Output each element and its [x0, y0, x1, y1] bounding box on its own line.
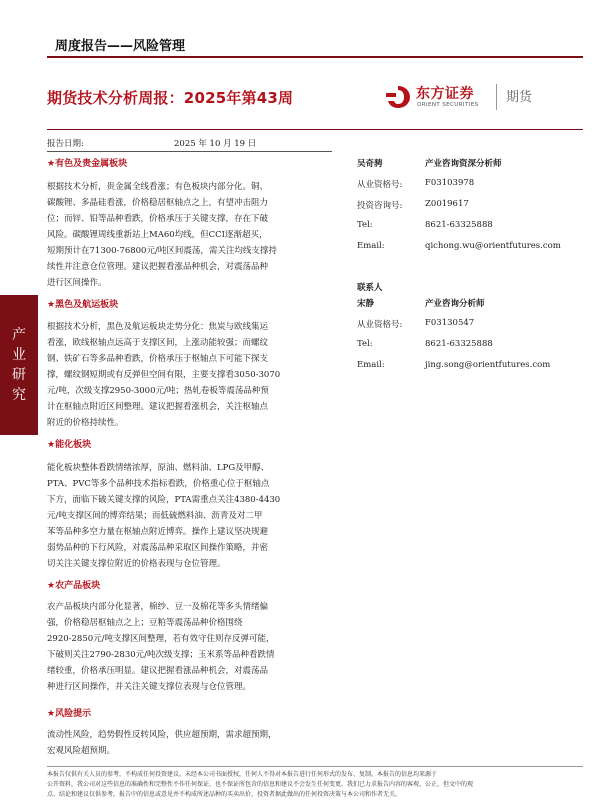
contact-role: 产业咨询分析师 [425, 299, 485, 309]
disclaimer [47, 770, 587, 800]
section-heading-risk: ★风险提示 [47, 709, 92, 719]
analyst-role: 产业咨询资深分析师 [425, 159, 502, 169]
body-line: 续性并注意仓位管理。建议把握看涨品种机会，对震荡品种 [47, 262, 269, 272]
body-line: 进行区间操作。 [47, 278, 107, 288]
field-key: 从业资格号: [357, 320, 403, 330]
body-line: 宏观风险超预期。 [47, 746, 116, 756]
field-key: Email: [357, 360, 385, 370]
report-title: 期货技术分析周报：2025年第43周 [47, 89, 294, 107]
company-logo [384, 80, 574, 114]
header-divider [47, 56, 583, 58]
body-line: 流动性风险，趋势假性反转风险，供应超预期，需求超预期， [47, 730, 277, 740]
analyst-card [357, 157, 577, 262]
analyst-field-row [357, 178, 577, 199]
title-divider [47, 129, 583, 130]
footer-divider [47, 766, 583, 767]
section-body-risk [47, 727, 327, 759]
logo-futures-text: 期货 [506, 90, 533, 105]
section-body-agriculture [47, 599, 327, 695]
section-body-nonferrous [47, 179, 327, 291]
analyst-email-link[interactable]: qichong.wu@orientfutures.com [425, 241, 561, 251]
side-banner-char: 业 [12, 346, 26, 363]
contact-field-row [357, 339, 577, 360]
body-line: PTA、PVC等多个品种技术指标看跌，价格重心位于枢轴点 [47, 479, 270, 489]
section-body-ferrous [47, 319, 327, 431]
field-value: Z0019617 [425, 199, 469, 209]
body-line: 根据技术分析，黑色及航运板块走势分化：焦炭与欧线集运 [47, 322, 269, 332]
report-type-header: 周度报告——风险管理 [55, 39, 186, 54]
field-key: Tel: [357, 220, 373, 230]
logo-divider [496, 84, 497, 110]
contact-name: 宋静 [357, 299, 375, 309]
disclaimer-line: 公开资料，我公司对这些信息的准确性和完整性不作任何保证，也不保证所包含的信息和建议不会发生任何变更。我们已力求报告内容的客观、公正，但文中的观 [47, 781, 474, 788]
body-line: 切关注关键支撑位附近的价格表现与仓位管理。 [47, 559, 226, 569]
side-banner [0, 295, 38, 435]
field-key: 从业资格号: [357, 180, 403, 190]
body-line: 风险。碳酸锂周线重新站上MA60均线，但CCI逐渐超买， [47, 230, 268, 240]
section-heading-energy-chemical: ★能化板块 [47, 440, 92, 450]
body-line: 计在枢轴点附近区间整理。建议把握看涨机会，关注枢轴点 [47, 402, 269, 412]
contact-card [357, 297, 577, 381]
body-line: 钢、铁矿石等多品种看跌，价格承压于枢轴点下可能下探支 [47, 354, 269, 364]
side-banner-char: 究 [12, 386, 26, 403]
contact-field-row [357, 360, 577, 381]
body-line: 下方，面临下破关键支撑的风险，PTA需重点关注4380-4430 [47, 495, 281, 505]
date-divider [47, 151, 332, 152]
field-value: F03130547 [425, 318, 475, 328]
body-line: 根据技术分析，贵金属全线看涨；有色板块内部分化。铜、 [47, 182, 269, 192]
analyst-field-row [357, 220, 577, 241]
field-value: F03103978 [425, 178, 475, 188]
disclaimer-line: 本报告仅供有关人员的参考，不构成任何投资建议。未经本公司书面授权，任何人不得对本报告进行任何形式的发布、复制。本报告的信息均来源于 [47, 771, 438, 778]
body-line: 短期预计在71300-76800元/吨区间震荡，需关注均线支撑持 [47, 246, 277, 256]
section-body-energy-chemical [47, 460, 327, 572]
contact-name-row [357, 297, 577, 318]
body-line: 看涨，欧线枢轴点远高于支撑区间，上涨动能较强；而螺纹 [47, 338, 269, 348]
body-line: 2920-2850元/吨支撑区间整理，若有效守住则存反弹可能， [47, 634, 275, 644]
contact-field-row [357, 318, 577, 339]
body-line: 下破则关注2790-2830元/吨次级支撑；玉米系等品种看跌情 [47, 650, 275, 660]
report-date-label: 报告日期: [47, 139, 84, 149]
contact-label: 联系人 [357, 283, 383, 293]
analyst-name: 吴奇骋 [357, 159, 383, 169]
body-line: 元/吨，次级支撑2950-3000元/吨；热轧卷板等震荡品种预 [47, 386, 269, 396]
body-line: 碳酸锂、多晶硅看涨，价格稳居枢轴点之上，有望冲击阻力 [47, 198, 269, 208]
orient-logo-icon [384, 84, 412, 110]
body-line: 位；而锌、铅等品种看跌，价格承压于关键支撑，存在下破 [47, 214, 269, 224]
field-key: 投资咨询号: [357, 201, 403, 211]
contact-email-link[interactable]: jing.song@orientfutures.com [425, 360, 551, 370]
field-key: Email: [357, 241, 385, 251]
body-line: 撑，螺纹钢短期或有反弹但空间有限，主要支撑看3050-3070 [47, 370, 281, 380]
body-line: 能化板块整体看跌情绪浓厚，原油、燃料油、LPG及甲醇、 [47, 463, 270, 473]
body-line: 绪较重，价格承压明显。建议把握看涨品种机会，对震荡品 [47, 666, 269, 676]
body-line: 苯等品种多空力量在枢轴点附近博弈。操作上建议坚决规避 [47, 527, 269, 537]
body-line: 弱势品种的下行风险，对震荡品种采取区间操作策略，并密 [47, 543, 269, 553]
field-value: 8621-63325888 [425, 339, 493, 349]
section-heading-agriculture: ★农产品板块 [47, 581, 101, 591]
analyst-field-row [357, 199, 577, 220]
disclaimer-line: 点、结论和建议仅供参考，报告中的信息或意见并不构成所述品种的买卖出价，投资者据此做出的任何投资决策与本公司和作者无关。 [47, 791, 402, 798]
analyst-name-row [357, 157, 577, 178]
section-heading-ferrous: ★黑色及航运板块 [47, 300, 119, 310]
body-line: 元/吨支撑区间的博弈结果；而低硫燃料油、沥青及对二甲 [47, 511, 263, 521]
body-line: 附近的价格持续性。 [47, 418, 124, 428]
body-line: 强，价格稳居枢轴点之上；豆粕等震荡品种价格围绕 [47, 618, 243, 628]
logo-cn-text: 东方证券 [416, 86, 474, 102]
report-date-value: 2025 年 10 月 19 日 [174, 139, 257, 149]
analyst-field-row [357, 241, 577, 262]
section-heading-nonferrous: ★有色及贵金属板块 [47, 159, 128, 169]
side-banner-char: 产 [12, 326, 26, 343]
body-line: 种进行区间操作，并关注关键支撑位表现与仓位管理。 [47, 682, 252, 692]
body-line: 农产品板块内部分化显著，棉纱、豆一及棉花等多头情绪偏 [47, 602, 269, 612]
side-banner-char: 研 [12, 366, 26, 383]
logo-en-text: ORIENT SECURITIES [417, 102, 479, 108]
field-key: Tel: [357, 339, 373, 349]
field-value: 8621-63325888 [425, 220, 493, 230]
